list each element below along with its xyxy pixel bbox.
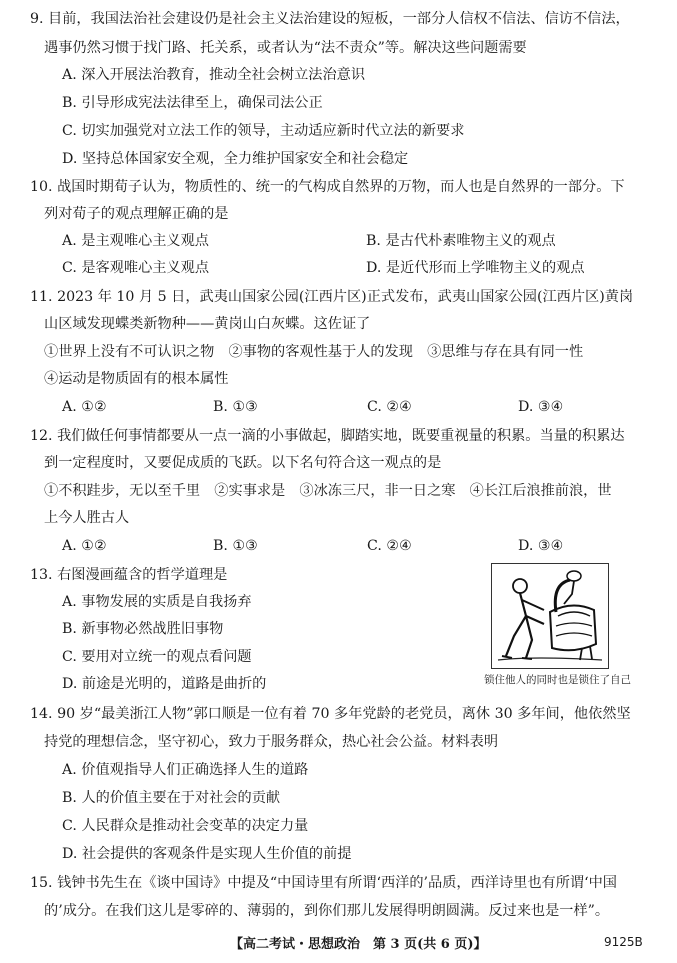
q14-stem-line1: 14. 90 岁“最美浙江人物”郭口顺是一位有着 70 多年党龄的老党员，离休 30 多年间，他依然坚 [30, 706, 631, 722]
q13-option-b: B. 新事物必然战胜旧事物 [62, 621, 224, 637]
q11-option-a: A. ①② [62, 399, 107, 415]
q12-option-a: A. ①② [62, 538, 107, 554]
q9-option-c: C. 切实加强党对立法工作的领导，主动适应新时代立法的新要求 [62, 123, 465, 139]
q13-option-d: D. 前途是光明的，道路是曲折的 [62, 676, 267, 692]
q13-stem: 13. 右图漫画蕴含的哲学道理是 [30, 567, 228, 583]
q10-option-c: C. 是客观唯心主义观点 [62, 260, 210, 276]
q10-stem-line1: 10. 战国时期荀子认为，物质性的、统一的气构成自然界的万物，而人也是自然界的一部分。下 [30, 179, 625, 195]
q9-stem-line2: 遇事仍然习惯于找门路、托关系，或者认为“法不责众”等。解决这些问题需要 [44, 40, 527, 56]
q11-stem-line1: 11. 2023 年 10 月 5 日，武夷山国家公园(江西片区)正式发布，武夷山国家公园(江西片区)黄岗 [30, 289, 634, 305]
q11-items-line1: ①世界上没有不可认识之物 ②事物的客观性基于人的发现 ③思维与存在具有同一性 [44, 344, 584, 360]
q12-items-line1: ①不积跬步，无以至千里 ②实事求是 ③冰冻三尺，非一日之寒 ④长江后浪推前浪，世 [44, 483, 612, 499]
q10-option-b: B. 是古代朴素唯物主义的观点 [366, 233, 556, 249]
q10-option-a: A. 是主观唯心主义观点 [62, 233, 209, 249]
q12-items-line2: 上今人胜古人 [44, 510, 130, 526]
q11-items-line2: ④运动是物质固有的根本属性 [44, 371, 229, 387]
q14-option-b: B. 人的价值主要在于对社会的贡献 [62, 790, 281, 806]
cartoon-drawing [492, 564, 608, 668]
q10-stem-line2: 列对荀子的观点理解正确的是 [44, 206, 229, 222]
q12-stem-line1: 12. 我们做任何事情都要从一点一滴的小事做起，脚踏实地，既要重视量的积累。当量的积累达 [30, 428, 625, 444]
q11-option-b: B. ①③ [213, 399, 258, 415]
q11-option-d: D. ③④ [518, 399, 564, 415]
q14-option-d: D. 社会提供的客观条件是实现人生价值的前提 [62, 846, 352, 862]
q14-option-c: C. 人民群众是推动社会变革的决定力量 [62, 818, 309, 834]
q15-stem-line2: 的’成分。在我们这儿是零碎的、薄弱的，到你们那儿发展得明朗圆满。反过来也是一样”。 [44, 903, 610, 919]
q13-cartoon-image [491, 563, 609, 669]
q13-option-a: A. 事物发展的实质是自我扬弃 [62, 594, 252, 610]
q9-stem-line1: 9. 目前，我国法治社会建设仍是社会主义法治建设的短板，一部分人信权不信法、信访不信法， [30, 11, 630, 27]
q15-stem-line1: 15. 钱钟书先生在《谈中国诗》中提及“中国诗里有所谓‘西洋的’品质，西洋诗里也有所谓‘中国 [30, 875, 617, 891]
q12-option-b: B. ①③ [213, 538, 258, 554]
q14-stem-line2: 持党的理想信念，坚守初心，致力于服务群众，热心社会公益。材料表明 [44, 734, 499, 750]
page-footer-title: 【高二考试・思想政治 第 3 页(共 6 页)】 [230, 937, 487, 952]
q11-stem-line2: 山区域发现蝶类新物种——黄岗山白灰蝶。这佐证了 [44, 316, 371, 332]
q10-option-d: D. 是近代形而上学唯物主义的观点 [366, 260, 585, 276]
q12-stem-line2: 到一定程度时，又要促成质的飞跃。以下名句符合这一观点的是 [44, 455, 442, 471]
page-footer-code: 9125B [604, 935, 643, 949]
q13-cartoon-caption: 锁住他人的同时也是锁住了自己 [484, 674, 631, 686]
q13-option-c: C. 要用对立统一的观点看问题 [62, 649, 252, 665]
q9-option-a: A. 深入开展法治教育，推动全社会树立法治意识 [62, 67, 366, 83]
q9-option-d: D. 坚持总体国家安全观，全力维护国家安全和社会稳定 [62, 151, 409, 167]
q12-option-d: D. ③④ [518, 538, 564, 554]
q9-option-b: B. 引导形成宪法法律至上，确保司法公正 [62, 95, 323, 111]
q11-option-c: C. ②④ [367, 399, 412, 415]
q14-option-a: A. 价值观指导人们正确选择人生的道路 [62, 762, 309, 778]
q12-option-c: C. ②④ [367, 538, 412, 554]
